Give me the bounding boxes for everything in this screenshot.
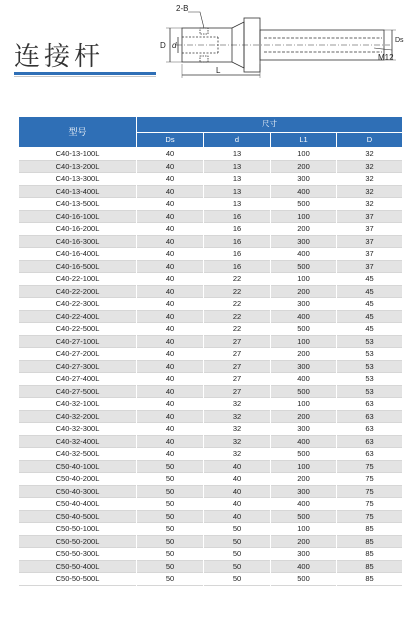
table-row <box>19 273 403 286</box>
table-row <box>19 260 403 273</box>
l1-cell: 500 <box>271 510 337 523</box>
d-outer-cell: 32 <box>337 160 403 173</box>
model-cell: C50-50-300L <box>19 548 137 561</box>
table-row <box>19 323 403 336</box>
d-cell: 40 <box>204 473 271 486</box>
table-row <box>19 448 403 461</box>
model-cell: C50-40-300L <box>19 485 137 498</box>
d-cell: 40 <box>204 460 271 473</box>
diagram-label-d-outer: D <box>160 41 166 50</box>
ds-cell: 50 <box>137 548 204 561</box>
d-outer-cell: 45 <box>337 310 403 323</box>
col-header-l1: L1 <box>271 132 337 148</box>
ds-cell: 50 <box>137 498 204 511</box>
d-outer-cell: 53 <box>337 373 403 386</box>
col-header-d: d <box>204 132 271 148</box>
diagram-label-m12: M12 <box>378 53 394 62</box>
d-outer-cell: 32 <box>337 185 403 198</box>
title-underline <box>14 72 156 75</box>
d-outer-cell: 75 <box>337 510 403 523</box>
ds-cell: 40 <box>137 148 204 161</box>
l1-cell: 200 <box>271 223 337 236</box>
size-header: 尺寸 <box>137 117 403 133</box>
ds-cell: 40 <box>137 435 204 448</box>
model-cell: C40-16-500L <box>19 260 137 273</box>
d-cell: 22 <box>204 273 271 286</box>
d-outer-cell: 75 <box>337 485 403 498</box>
table-row <box>19 335 403 348</box>
d-outer-cell: 53 <box>337 348 403 361</box>
d-cell: 32 <box>204 410 271 423</box>
ds-cell: 50 <box>137 535 204 548</box>
d-outer-cell: 32 <box>337 198 403 211</box>
model-cell: C40-32-100L <box>19 398 137 411</box>
l1-cell: 200 <box>271 410 337 423</box>
d-outer-cell: 85 <box>337 523 403 536</box>
table-row <box>19 298 403 311</box>
model-cell: C40-22-300L <box>19 298 137 311</box>
ds-cell: 40 <box>137 323 204 336</box>
l1-cell: 100 <box>271 148 337 161</box>
d-cell: 16 <box>204 248 271 261</box>
model-cell: C40-16-100L <box>19 210 137 223</box>
ds-cell: 40 <box>137 198 204 211</box>
l1-cell: 300 <box>271 423 337 436</box>
l1-cell: 400 <box>271 310 337 323</box>
table-row <box>19 210 403 223</box>
ds-cell: 40 <box>137 385 204 398</box>
diagram-label-d-inner: d <box>172 41 177 50</box>
table-row <box>19 198 403 211</box>
d-cell: 22 <box>204 298 271 311</box>
l1-cell: 100 <box>271 210 337 223</box>
ds-cell: 40 <box>137 298 204 311</box>
d-cell: 22 <box>204 310 271 323</box>
d-outer-cell: 63 <box>337 448 403 461</box>
table-row <box>19 548 403 561</box>
ds-cell: 40 <box>137 423 204 436</box>
diagram-label-l: L <box>216 66 221 75</box>
d-cell: 40 <box>204 485 271 498</box>
ds-cell: 40 <box>137 310 204 323</box>
diagram-label-2b: 2-B <box>176 4 189 13</box>
d-cell: 13 <box>204 173 271 186</box>
model-cell: C40-13-100L <box>19 148 137 161</box>
model-cell: C40-13-400L <box>19 185 137 198</box>
d-cell: 50 <box>204 573 271 586</box>
l1-cell: 300 <box>271 485 337 498</box>
col-header-d-outer: D <box>337 132 403 148</box>
model-cell: C40-13-200L <box>19 160 137 173</box>
l1-cell: 400 <box>271 373 337 386</box>
d-cell: 16 <box>204 260 271 273</box>
extension-bar-diagram <box>156 2 408 82</box>
ds-cell: 40 <box>137 173 204 186</box>
d-outer-cell: 45 <box>337 298 403 311</box>
model-cell: C40-22-200L <box>19 285 137 298</box>
model-cell: C40-13-300L <box>19 173 137 186</box>
model-cell: C50-50-100L <box>19 523 137 536</box>
l1-cell: 500 <box>271 198 337 211</box>
table-row <box>19 235 403 248</box>
ds-cell: 40 <box>137 335 204 348</box>
table-row <box>19 248 403 261</box>
d-cell: 27 <box>204 360 271 373</box>
l1-cell: 400 <box>271 185 337 198</box>
l1-cell: 300 <box>271 298 337 311</box>
d-outer-cell: 37 <box>337 248 403 261</box>
table-row <box>19 410 403 423</box>
ds-cell: 50 <box>137 473 204 486</box>
table-row <box>19 498 403 511</box>
ds-cell: 50 <box>137 485 204 498</box>
d-cell: 27 <box>204 373 271 386</box>
model-cell: C40-22-400L <box>19 310 137 323</box>
d-outer-cell: 75 <box>337 473 403 486</box>
model-cell: C50-50-500L <box>19 573 137 586</box>
table-row <box>19 360 403 373</box>
table-row <box>19 560 403 573</box>
model-cell: C50-40-200L <box>19 473 137 486</box>
table-row <box>19 473 403 486</box>
table-row <box>19 385 403 398</box>
d-outer-cell: 53 <box>337 360 403 373</box>
ds-cell: 50 <box>137 573 204 586</box>
d-outer-cell: 53 <box>337 385 403 398</box>
d-cell: 32 <box>204 423 271 436</box>
d-outer-cell: 63 <box>337 423 403 436</box>
d-cell: 40 <box>204 510 271 523</box>
d-cell: 32 <box>204 398 271 411</box>
d-cell: 13 <box>204 148 271 161</box>
table-row <box>19 523 403 536</box>
model-cell: C50-40-400L <box>19 498 137 511</box>
model-cell: C40-16-300L <box>19 235 137 248</box>
d-cell: 27 <box>204 348 271 361</box>
l1-cell: 100 <box>271 273 337 286</box>
model-cell: C40-27-500L <box>19 385 137 398</box>
d-cell: 32 <box>204 435 271 448</box>
l1-cell: 300 <box>271 173 337 186</box>
l1-cell: 100 <box>271 523 337 536</box>
d-outer-cell: 63 <box>337 398 403 411</box>
model-cell: C40-27-400L <box>19 373 137 386</box>
page-title: 连接杆 <box>14 42 105 72</box>
model-cell: C40-32-200L <box>19 410 137 423</box>
ds-cell: 40 <box>137 273 204 286</box>
table-row <box>19 348 403 361</box>
diagram-label-ds: Ds <box>395 37 404 44</box>
ds-cell: 40 <box>137 348 204 361</box>
l1-cell: 400 <box>271 248 337 261</box>
d-outer-cell: 32 <box>337 148 403 161</box>
l1-cell: 100 <box>271 398 337 411</box>
table-row <box>19 398 403 411</box>
d-outer-cell: 45 <box>337 273 403 286</box>
model-header: 型号 <box>19 117 137 148</box>
ds-cell: 40 <box>137 360 204 373</box>
l1-cell: 100 <box>271 335 337 348</box>
table-row <box>19 310 403 323</box>
l1-cell: 500 <box>271 448 337 461</box>
table-row <box>19 285 403 298</box>
d-cell: 27 <box>204 385 271 398</box>
ds-cell: 40 <box>137 248 204 261</box>
d-cell: 16 <box>204 210 271 223</box>
table-row <box>19 373 403 386</box>
l1-cell: 200 <box>271 473 337 486</box>
model-cell: C40-27-300L <box>19 360 137 373</box>
table-row <box>19 573 403 586</box>
model-cell: C40-32-400L <box>19 435 137 448</box>
model-cell: C40-16-200L <box>19 223 137 236</box>
table-row <box>19 460 403 473</box>
d-outer-cell: 45 <box>337 285 403 298</box>
d-cell: 16 <box>204 223 271 236</box>
d-outer-cell: 63 <box>337 410 403 423</box>
d-outer-cell: 63 <box>337 435 403 448</box>
model-cell: C40-13-500L <box>19 198 137 211</box>
d-outer-cell: 37 <box>337 210 403 223</box>
d-outer-cell: 37 <box>337 223 403 236</box>
col-header-ds: Ds <box>137 132 204 148</box>
ds-cell: 40 <box>137 285 204 298</box>
spec-table-body <box>19 148 403 586</box>
l1-cell: 300 <box>271 360 337 373</box>
ds-cell: 50 <box>137 460 204 473</box>
d-cell: 32 <box>204 448 271 461</box>
d-outer-cell: 85 <box>337 535 403 548</box>
l1-cell: 200 <box>271 535 337 548</box>
d-cell: 22 <box>204 323 271 336</box>
table-row <box>19 485 403 498</box>
ds-cell: 40 <box>137 373 204 386</box>
l1-cell: 400 <box>271 435 337 448</box>
title-underline-shadow <box>14 76 156 77</box>
d-cell: 13 <box>204 160 271 173</box>
model-cell: C40-27-200L <box>19 348 137 361</box>
d-outer-cell: 53 <box>337 335 403 348</box>
d-cell: 40 <box>204 498 271 511</box>
d-outer-cell: 75 <box>337 460 403 473</box>
d-outer-cell: 85 <box>337 548 403 561</box>
d-cell: 27 <box>204 335 271 348</box>
table-row <box>19 435 403 448</box>
d-outer-cell: 32 <box>337 173 403 186</box>
model-cell: C50-50-200L <box>19 535 137 548</box>
model-cell: C40-16-400L <box>19 248 137 261</box>
model-cell: C40-22-100L <box>19 273 137 286</box>
l1-cell: 200 <box>271 285 337 298</box>
d-cell: 22 <box>204 285 271 298</box>
d-cell: 50 <box>204 523 271 536</box>
table-row <box>19 173 403 186</box>
d-cell: 13 <box>204 198 271 211</box>
ds-cell: 40 <box>137 185 204 198</box>
d-outer-cell: 45 <box>337 323 403 336</box>
d-outer-cell: 37 <box>337 235 403 248</box>
ds-cell: 40 <box>137 160 204 173</box>
model-cell: C50-40-100L <box>19 460 137 473</box>
ds-cell: 40 <box>137 398 204 411</box>
ds-cell: 40 <box>137 260 204 273</box>
model-cell: C40-22-500L <box>19 323 137 336</box>
d-outer-cell: 85 <box>337 560 403 573</box>
model-cell: C50-40-500L <box>19 510 137 523</box>
table-row <box>19 160 403 173</box>
table-row <box>19 223 403 236</box>
table-row <box>19 535 403 548</box>
table-row <box>19 148 403 161</box>
ds-cell: 40 <box>137 235 204 248</box>
ds-cell: 50 <box>137 560 204 573</box>
ds-cell: 40 <box>137 223 204 236</box>
d-outer-cell: 75 <box>337 498 403 511</box>
ds-cell: 40 <box>137 210 204 223</box>
model-cell: C40-32-500L <box>19 448 137 461</box>
l1-cell: 200 <box>271 160 337 173</box>
table-row <box>19 185 403 198</box>
l1-cell: 400 <box>271 498 337 511</box>
l1-cell: 500 <box>271 323 337 336</box>
model-cell: C40-27-100L <box>19 335 137 348</box>
ds-cell: 50 <box>137 523 204 536</box>
ds-cell: 40 <box>137 410 204 423</box>
d-outer-cell: 37 <box>337 260 403 273</box>
ds-cell: 50 <box>137 510 204 523</box>
model-cell: C40-32-300L <box>19 423 137 436</box>
l1-cell: 300 <box>271 235 337 248</box>
ds-cell: 40 <box>137 448 204 461</box>
d-cell: 50 <box>204 548 271 561</box>
l1-cell: 500 <box>271 260 337 273</box>
table-row <box>19 423 403 436</box>
l1-cell: 200 <box>271 348 337 361</box>
l1-cell: 100 <box>271 460 337 473</box>
d-cell: 16 <box>204 235 271 248</box>
d-cell: 50 <box>204 560 271 573</box>
d-outer-cell: 85 <box>337 573 403 586</box>
l1-cell: 300 <box>271 548 337 561</box>
d-cell: 13 <box>204 185 271 198</box>
l1-cell: 400 <box>271 560 337 573</box>
page-header <box>0 0 417 108</box>
model-cell: C50-50-400L <box>19 560 137 573</box>
table-row <box>19 510 403 523</box>
d-cell: 50 <box>204 535 271 548</box>
l1-cell: 500 <box>271 573 337 586</box>
l1-cell: 500 <box>271 385 337 398</box>
spec-table <box>18 116 403 586</box>
